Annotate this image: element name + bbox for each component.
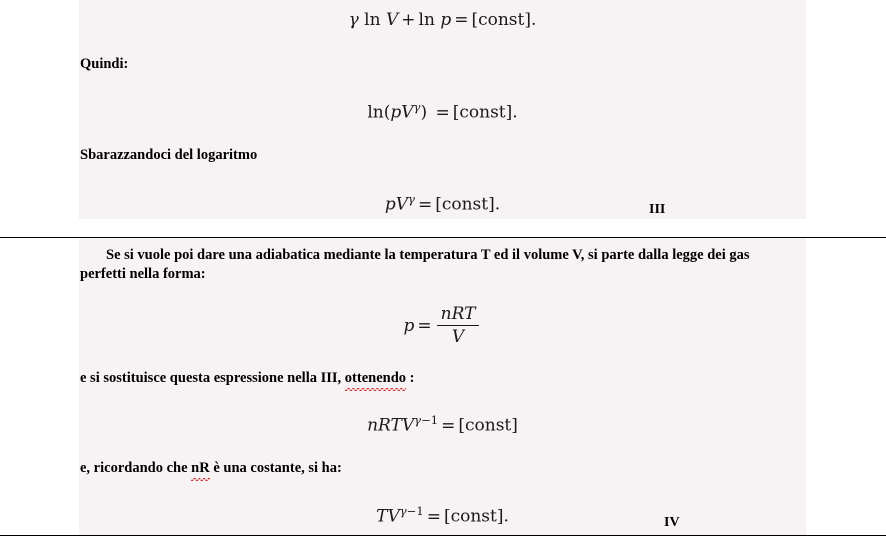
- paragraph-ricordando: [80, 459, 342, 478]
- paragraph-sostituisce-lead: e si sostituisce questa espressione nella III,: [80, 370, 345, 386]
- spellcheck-word-ottenendo-text: ottenendo: [344, 370, 407, 386]
- paragraph-quindi: [80, 55, 128, 74]
- paragraph-sbarazzandoci-text: Sbarazzandoci del logaritmo: [80, 147, 258, 163]
- spellcheck-word-nR-text: nR: [191, 460, 210, 476]
- spellcheck-word-ottenendo[interactable]: [345, 369, 406, 388]
- paragraph-adiabatica: [80, 246, 780, 283]
- equation-number-III-text: III: [649, 202, 666, 217]
- paragraph-ricordando-lead: e, ricordando che: [80, 460, 192, 476]
- spellcheck-word-nR[interactable]: [191, 459, 210, 478]
- equation-ln-pVgamma: $\ln(pV^\gamma)$ = [const].: [367, 100, 518, 123]
- paragraph-adiabatica-text: Se si vuole poi dare una adiabatica mediante la temperatura T ed il volume V, si parte dalla legge dei gas perfetti nella forma:: [80, 247, 750, 282]
- equation-number-III: [649, 202, 665, 218]
- equation-TV: $TV^{\gamma-1}$ = [const].: [376, 504, 509, 527]
- equation-number-IV: [664, 515, 680, 531]
- equation-nRTV: nRTV$^{\gamma-1}$ = [const]: [367, 413, 518, 436]
- paragraph-sbarazzandoci: [80, 146, 257, 165]
- equation-number-IV-text: IV: [664, 515, 680, 530]
- paragraph-sostituisce: [80, 369, 414, 388]
- paragraph-sostituisce-tail: :: [406, 370, 415, 386]
- paragraph-ricordando-tail: è una costante, si ha:: [209, 460, 342, 476]
- equation-gamma-lnV: γ ln V + ln p = [const].: [348, 10, 537, 30]
- equation-p-nRT-V: p = $\frac{\text{nRT}}{V}$: [79, 305, 806, 348]
- equation-pVgamma: $pV^\gamma$ = [const].: [384, 192, 501, 215]
- paragraph-quindi-text: Quindi:: [80, 56, 129, 72]
